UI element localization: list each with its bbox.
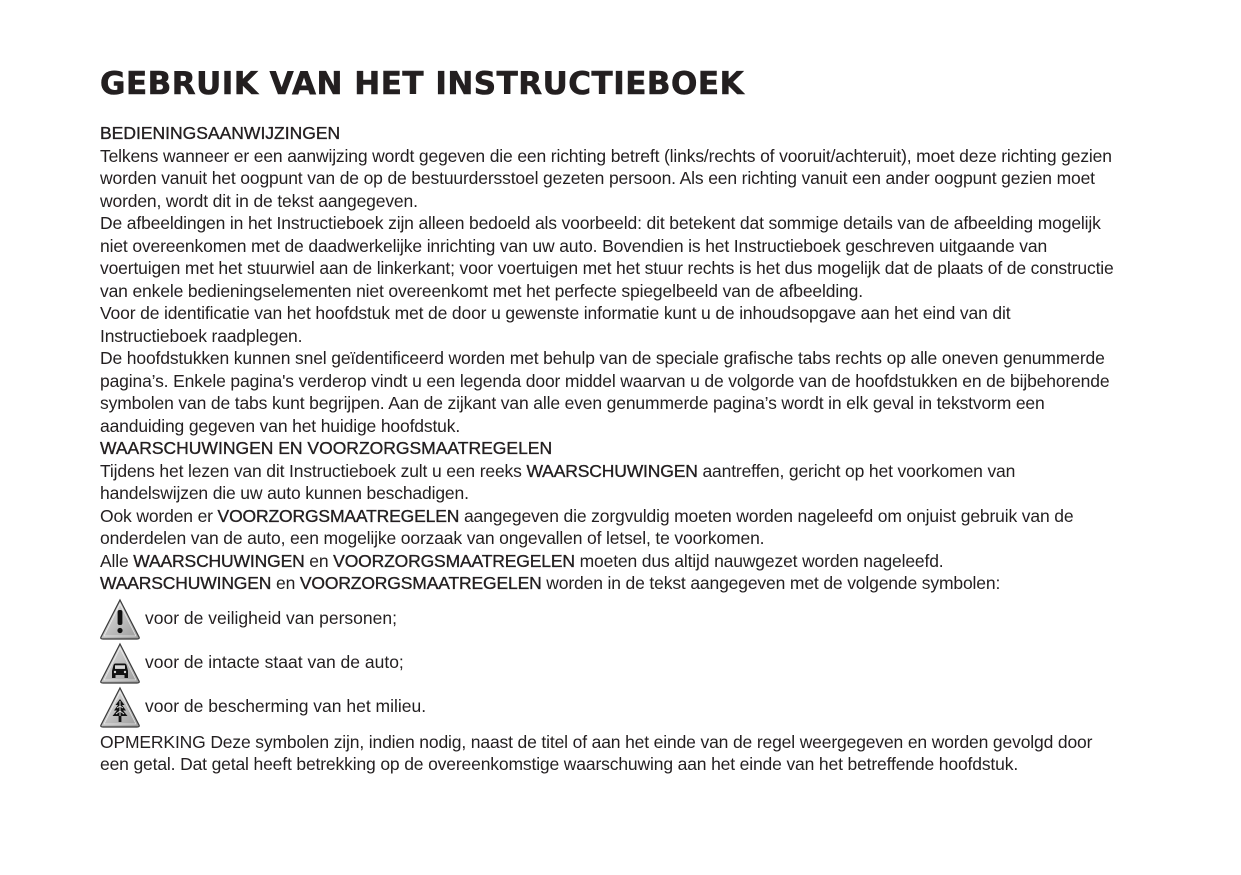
page-title: GEBRUIK VAN HET INSTRUCTIEBOEK [100,66,745,102]
text: Ook worden er [100,505,218,526]
paragraph-symbols-intro [100,572,1120,595]
warning-exclamation-icon [99,598,141,640]
symbol-label: voor de veiligheid van personen; [145,608,397,629]
paragraph-precautions-intro [100,505,1120,550]
text: en [304,550,334,571]
paragraph-must-observe [100,550,1120,573]
bold-term: WAARSCHUWINGEN [133,550,305,571]
paragraph-contents: Voor de identificatie van het hoofdstuk met de door u gewenste informatie kunt u de inhoudsopgave aan het eind van dit Instructieboek raadplegen. [100,303,1011,346]
text: moeten dus altijd nauwgezet worden nageleefd. [574,550,944,571]
text: en [271,573,300,593]
symbol-list [100,597,1120,729]
paragraph-illustrations: De afbeeldingen in het Instructieboek zijn alleen bedoeld als voorbeeld: dit betekent dat sommige details van de afbeelding mogelijk niet overeenkomen met de daadwerkelijke inrichting van uw auto. Bovendien is het Instructieboek geschreven uitgaande van voertuigen met het stuurwiel aan de linkerkant; voor voertuigen met het stuur rechts is het dus mogelijk dat de plaats of de constructie van enkele bedieningselementen niet overeenkomt met het perfecte spiegelbeeld van de afbeelding. [100,213,1114,301]
text: aangegeven die zorgvuldig moeten worden nageleefd om onjuist gebruik van de onderdelen van de auto, een mogelijke oorzaak van ongevallen of letsel, te voorkomen. [100,505,1074,548]
section-heading-warnings: WAARSCHUWINGEN EN VOORZORGSMAATREGELEN [100,438,553,458]
symbol-item-people [100,597,1120,641]
car-icon [99,642,141,684]
text: Tijdens het lezen van dit Instructieboek zult u een reeks [100,460,527,481]
paragraph-direction: Telkens wanneer er een aanwijzing wordt gegeven die een richting betreft (links/rechts of vooruit/achteruit), moet deze richting gezien worden vanuit het oogpunt van de op de bestuurdersstoel gezeten persoon. Als een richting vanuit een ander oogpunt gezien moet worden, wordt dit in de tekst aangegeven. [100,145,1112,211]
text: aantreffen, gericht op het voorkomen van handelswijzen die uw auto kunnen beschadigen. [100,460,1016,503]
section-operating-instructions [100,122,1120,437]
text: worden in de tekst aangegeven met de volgende symbolen: [541,573,1001,593]
symbol-label: voor de bescherming van het milieu. [145,696,427,717]
paragraph-warnings-intro [100,460,1120,505]
section-heading-operating-instructions: BEDIENINGSAANWIJZINGEN [100,123,341,143]
symbol-item-car [100,641,1120,685]
paragraph-note: OPMERKING Deze symbolen zijn, indien nodig, naast de titel of aan het einde van de regel weergegeven en worden gevolgd door een getal. Dat getal heeft betrekking op de overeenkomstige waarschuwing aan het einde van het betreffende hoofdstuk. [100,731,1093,774]
bold-term: WAARSCHUWINGEN [526,460,698,481]
tree-icon [99,686,141,728]
text: Alle [100,550,134,571]
bold-term: VOORZORGSMAATREGELEN [217,505,460,526]
page [100,60,1120,776]
paragraph-tabs: De hoofdstukken kunnen snel geïdentificeerd worden met behulp van de speciale grafische tabs rechts op alle oneven genummerde pagina’s. Enkele pagina's verderop vindt u een legenda door middel waarvan u de volgorde van de hoofdstukken en de bijbehorende symbolen van de tabs kunt begrijpen. Aan de zijkant van alle even genummerde pagina’s wordt in elk geval in tekstvorm een aanduiding gegeven van het huidige hoofdstuk. [100,348,1110,436]
symbol-item-environment [100,685,1120,729]
section-warnings [100,437,1120,776]
bold-term: WAARSCHUWINGEN [100,573,272,593]
symbol-label: voor de intacte staat van de auto; [145,652,404,673]
bold-term: VOORZORGSMAATREGELEN [333,550,575,571]
bold-term: VOORZORGSMAATREGELEN [299,573,542,593]
